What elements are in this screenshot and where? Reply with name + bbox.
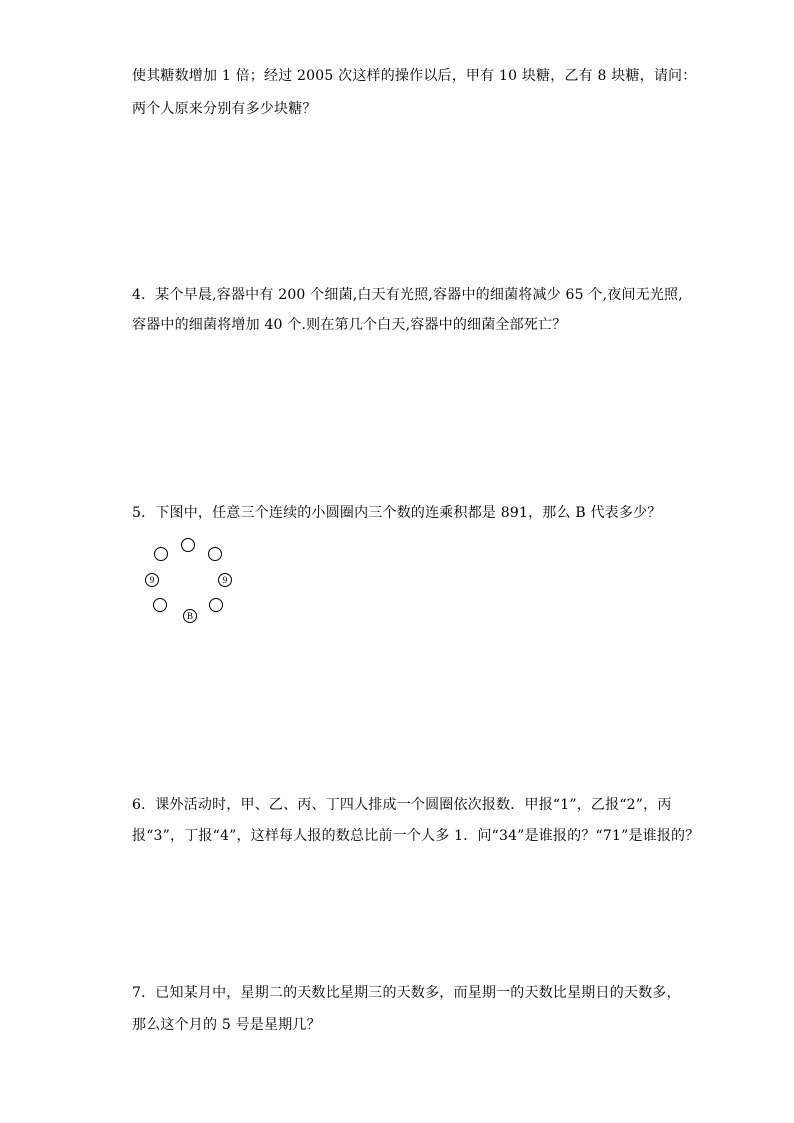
problem-6-line-1: 6．课外活动时，甲、乙、丙、丁四人排成一个圆圈依次报数．甲报“1”，乙报“2”，丙 <box>132 797 672 813</box>
ring-circle: 9 <box>145 573 159 587</box>
ring-circle: 9 <box>218 573 232 587</box>
ring-circle <box>181 538 195 552</box>
problem-6-line-2: 报“3”，丁报“4”，这样每人报的数总比前一个人多 1．问“34”是谁报的？“71”是谁报的？ <box>132 828 700 844</box>
problem-4-line-1: 4．某个早晨,容器中有 200 个细菌,白天有光照,容器中的细菌将减少 65 个,夜间无光照, <box>132 287 683 303</box>
ring-circle <box>209 598 223 612</box>
problem-3-line-2: 两个人原来分别有多少块糖？ <box>132 101 317 117</box>
ring-circle-b: B <box>183 609 197 623</box>
ring-circle <box>154 547 168 561</box>
problem-7-line-1: 7．已知某月中，星期二的天数比星期三的天数多，而星期一的天数比星期日的天数多， <box>132 985 681 1001</box>
problem-7-line-2: 那么这个月的 5 号是星期几？ <box>132 1017 321 1033</box>
ring-circle <box>153 598 167 612</box>
ring-circle <box>208 547 222 561</box>
problem-5-line-1: 5．下图中，任意三个连续的小圆圈内三个数的连乘积都是 891，那么 B 代表多少？ <box>132 505 662 521</box>
problem-3-line-1: 使其糖数增加 1 倍；经过 2005 次这样的操作以后，甲有 10 块糖，乙有 8 块糖，请问： <box>132 68 697 84</box>
problem-4-line-2: 容器中的细菌将增加 40 个.则在第几个白天,容器中的细菌全部死亡？ <box>132 317 567 333</box>
circle-ring-figure <box>140 535 240 630</box>
